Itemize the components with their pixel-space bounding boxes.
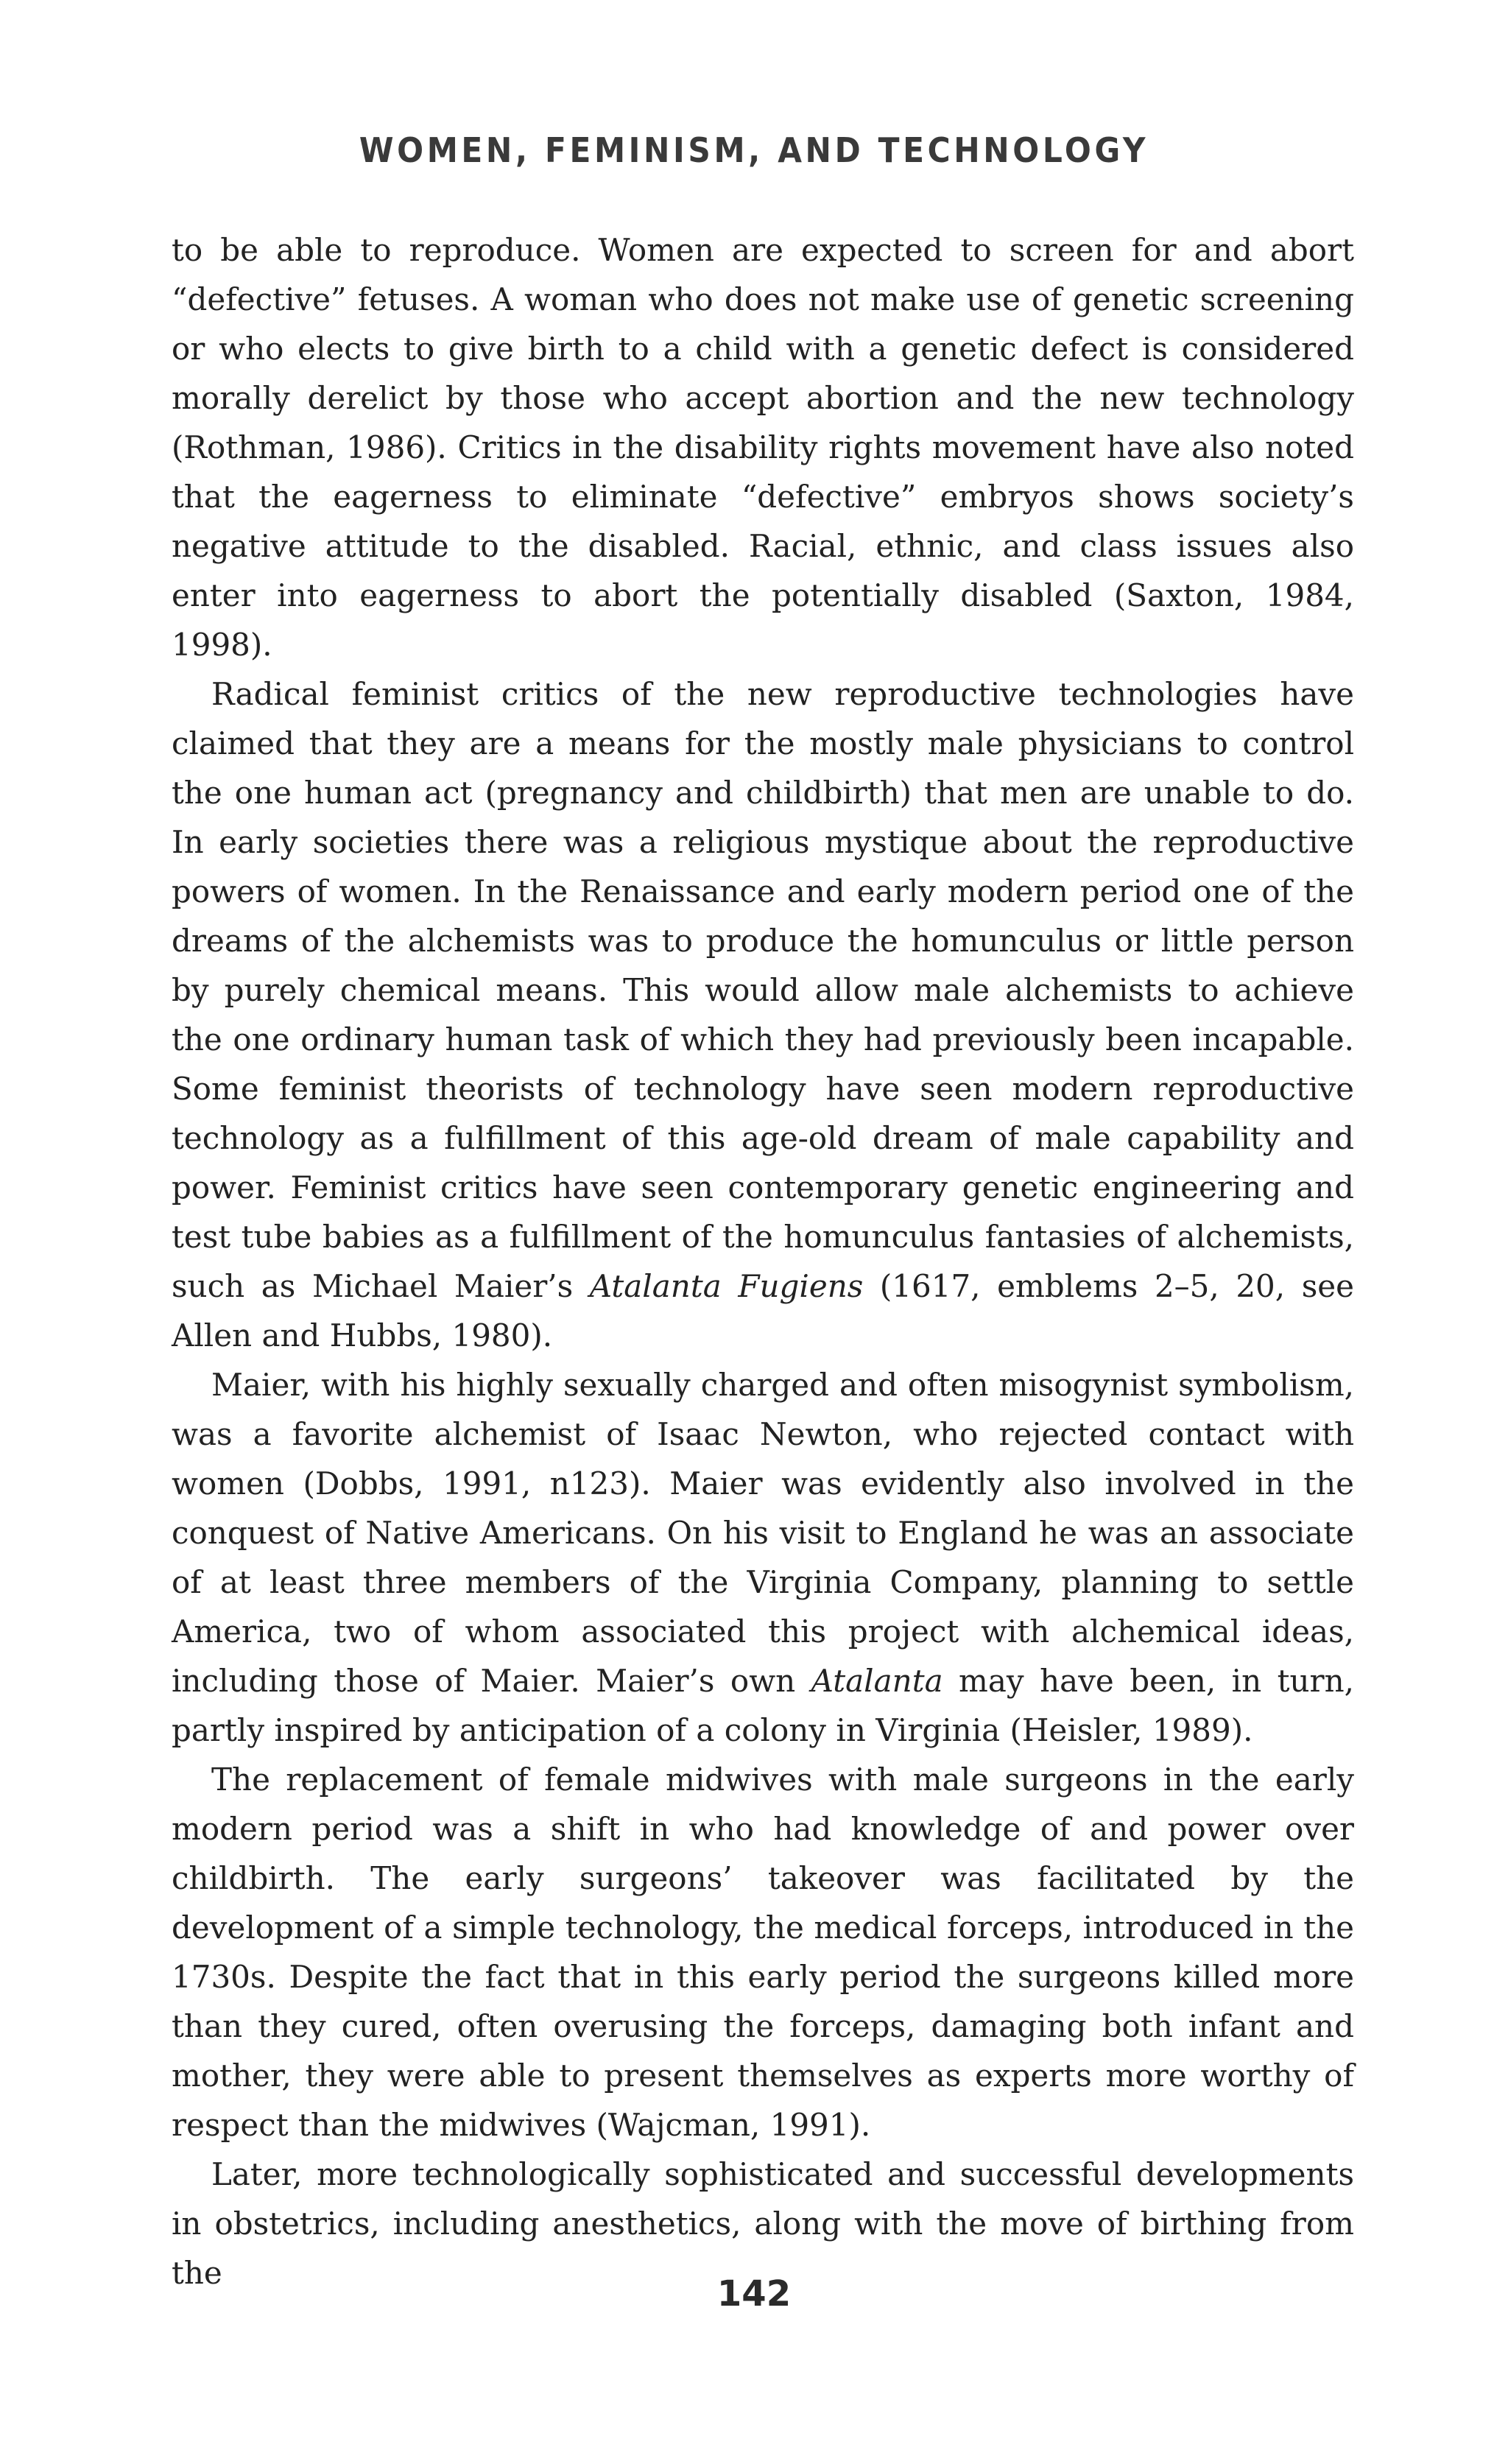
running-head: WOMEN, FEMINISM, AND TECHNOLOGY (359, 130, 1149, 170)
body-text (172, 225, 1354, 2298)
book-title-atalanta: Atalanta (811, 1663, 943, 1699)
paragraph-2-text: Radical feminist critics of the new reproductive technologies have claimed that they are a means for the mostly male physicians to control the one human act (pregnancy and childbirth) that men are unable to do. In early societies there was a religious mystique about the reproductive powers of women. In the Renaissance and early modern period one of the dreams of the alchemists was to produce the homunculus or little person by purely chemical means. This would allow male alchemists to achieve the one ordinary human task of which they had previously been incapable. Some feminist theorists of technology have seen modern reproductive technology as a fulfillment of this age-old dream of male capability and power. Feminist critics have seen contemporary genetic engineering and test tube babies as a fulfillment of the homunculus fantasies of alchemists, such as Michael Maier’s (172, 676, 1354, 1304)
page-number: 142 (716, 2273, 792, 2315)
paragraph-5: Later, more technologically sophisticated and successful developments in obstetrics, including anesthetics, along with the move of birthing from the (172, 2156, 1354, 2291)
paragraph-3 (172, 1360, 1354, 1755)
paragraph-3-end: may have been, in turn, partly inspired by anticipation of a colony in Virginia (Heisler, 1989). (172, 1663, 1355, 1748)
paragraph-2 (172, 669, 1354, 1360)
paragraph-2-citation: (1617, emblems 2–5, 20, see Allen and Hubbs, 1980). (172, 1268, 1354, 1354)
paragraph-3-text: Maier, with his highly sexually charged and often misogynist symbolism, was a favorite alchemist of Isaac Newton, who rejected contact with women (Dobbs, 1991, n123). Maier was evidently also involved in the conquest of Native Americans. On his visit to England he was an associate of at least three members of the Virginia Company, planning to settle America, two of whom associated this project with alchemical ideas, including those of Maier. Maier’s own (172, 1367, 1354, 1699)
paragraph-1: to be able to reproduce. Women are expected to screen for and abort “defective” fetuses. A woman who does not make use of genetic screening or who elects to give birth to a child with a genetic defect is considered morally derelict by those who accept abortion and the new technology (Rothman, 1986). Critics in the disability rights movement have also noted that the eagerness to eliminate “defective” embryos shows society’s negative attitude to the disabled. Racial, ethnic, and class issues also enter into eagerness to abort the potentially disabled (Saxton, 1984, 1998). (172, 232, 1354, 663)
paragraph-4: The replacement of female midwives with male surgeons in the early modern period was a shift in who had knowledge of and power over childbirth. The early surgeons’ takeover was facilitated by the development of a simple technology, the medical forceps, introduced in the 1730s. Despite the fact that in this early period the surgeons killed more than they cured, often overusing the forceps, damaging both infant and mother, they were able to present themselves as experts more worthy of respect than the midwives (Wajcman, 1991). (172, 1761, 1354, 2143)
book-title-atalanta-fugiens: Atalanta Fugiens (589, 1268, 864, 1304)
